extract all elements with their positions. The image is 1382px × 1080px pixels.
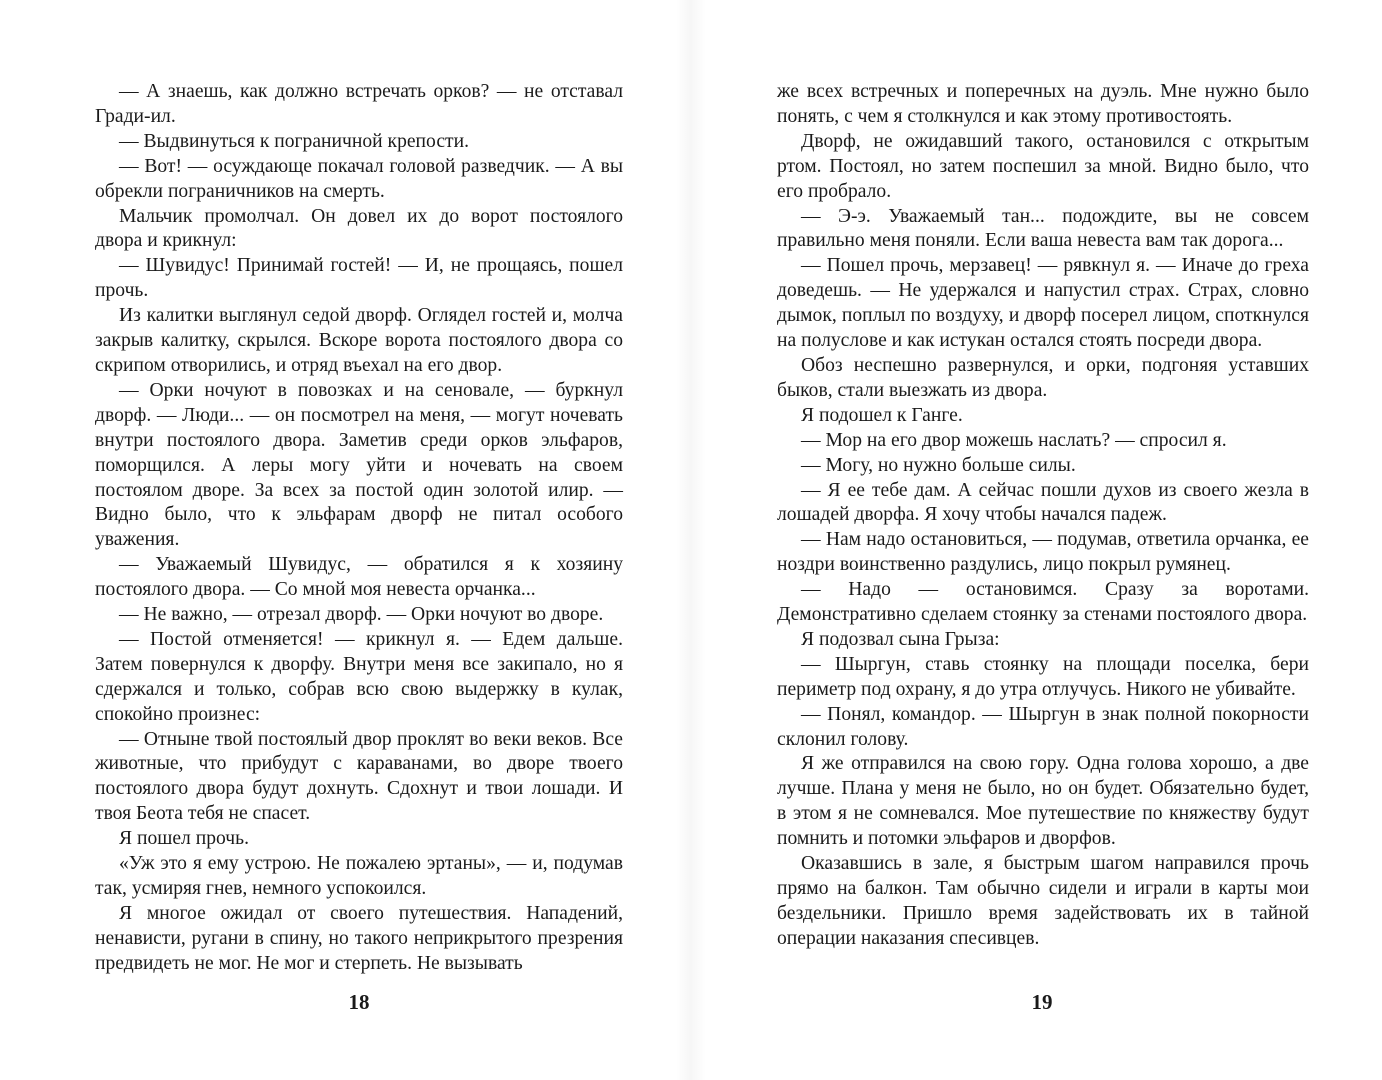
paragraph: — Нам надо остановиться, — подумав, ответила орчанка, ее ноздри воинственно раздулись, лицо покрыл румянец. (777, 529, 1309, 576)
paragraph: — Понял, командор. — Шыргун в знак полной покорности склонил голову. (777, 703, 1309, 750)
paragraph: — Не важно, — отрезал дворф. — Орки ночуют во дворе. (119, 604, 604, 626)
paragraph: Я подошел к Ганге. (801, 404, 963, 426)
paragraph: — Вот! — осуждающе покачал головой разведчик. — А вы обрекли пограничников на смерть. (95, 155, 623, 202)
right-page (691, 0, 1382, 1080)
left-page-text (95, 80, 623, 977)
paragraph: — Э-э. Уважаемый тан... подождите, вы не совсем правильно меня поняли. Если ваша невеста вам так дорога... (777, 205, 1309, 252)
paragraph: Я же отправился на свою гору. Одна голова хорошо, а две лучше. Плана у меня не было, но он будет. Обязательно будет, в этом я не сомневался. Мое путешествие по княжеству будут помнить и потомки эльфаров и дворфов. (777, 753, 1309, 850)
paragraph: «Уж это я ему устрою. Не пожалею эртаны», — и, подумав так, усмиряя гнев, немного успокоился. (95, 853, 623, 899)
paragraph: — Надо — остановимся. Сразу за воротами. Демонстративно сделаем стоянку за стенами постоялого двора. (777, 579, 1309, 626)
paragraph: — Уважаемый Шувидус, — обратился я к хозяину постоялого двора. — Со мной моя невеста орчанка... (95, 554, 623, 601)
paragraph: — Я ее тебе дам. А сейчас пошли духов из своего жезла в лошадей дворфа. Я хочу чтобы начался падеж. (777, 479, 1309, 526)
paragraph: — Могу, но нужно больше силы. (801, 454, 1076, 476)
paragraph: Оказавшись в зале, я быстрым шагом направился прочь прямо на балкон. Там обычно сидели и играли в карты мои бездельники. Пришло время задействовать их в тайной операции наказания спесивцев. (777, 853, 1309, 949)
page-number-right: 19 (1031, 990, 1053, 1014)
paragraph: Обоз неспешно развернулся, и орки, подгоняя уставших быков, стали выезжать из двора. (777, 354, 1309, 401)
right-page-text (777, 80, 1309, 952)
paragraph: же всех встречных и поперечных на дуэль. Мне нужно было понять, с чем я столкнулся и как этому противостоять. (777, 81, 1309, 127)
paragraph: Из калитки выглянул седой дворф. Оглядел гостей и, молча закрыв калитку, скрылся. Вскоре ворота постоялого двора со скрипом отворились, и отряд въехал на его двор. (95, 305, 623, 376)
paragraph: — А знаешь, как должно встречать орков? — не отставал Гради-ил. (95, 81, 623, 127)
paragraph: — Орки ночуют в повозках и на сеновале, — буркнул дворф. — Люди... — он посмотрел на меня, — могут ночевать внутри постоялого двора. Заметив среди орков эльфаров, поморщился. А леры могу уйти и ночевать на своем постоялом дворе. За всех за постой один золотой илир. — Видно было, что к эльфарам дворф не питал особого уважения. (95, 379, 623, 551)
paragraph: — Шувидус! Принимай гостей! — И, не прощаясь, пошел прочь. (95, 255, 623, 302)
paragraph: — Шыргун, ставь стоянку на площади поселка, бери периметр под охрану, я до утра отлучусь. Никого не убивайте. (777, 653, 1309, 700)
paragraph: Дворф, не ожидавший такого, остановился с открытым ртом. Постоял, но затем поспешил за мной. Видно было, что его пробрало. (777, 130, 1309, 202)
paragraph: — Отныне твой постоялый двор проклят во веки веков. Все животные, что прибудут с караванами, во дворе твоего постоялого двора будут дохнуть. Сдохнут и твои лошади. И твоя Беота тебя не спасет. (95, 728, 623, 825)
paragraph: — Выдвинуться к пограничной крепости. (119, 130, 469, 152)
page-number-left: 18 (348, 990, 370, 1014)
paragraph: Я многое ожидал от своего путешествия. Нападений, ненависти, ругани в спину, но такого неприкрытого презрения предвидеть не мог. Не мог и стерпеть. Не вызывать (95, 902, 623, 974)
paragraph: — Пошел прочь, мерзавец! — рявкнул я. — Иначе до греха доведешь. — Не удержался и напустил страх. Страх, словно дымок, поплыл по воздуху, и дворф посерел лицом, споткнулся на полуслове и как истукан остался стоять посреди двора. (777, 255, 1309, 352)
paragraph: Я пошел прочь. (119, 828, 249, 850)
paragraph: Мальчик промолчал. Он довел их до ворот постоялого двора и крикнул: (95, 205, 623, 252)
paragraph: — Мор на его двор можешь наслать? — спросил я. (801, 429, 1227, 451)
paragraph: Я подозвал сына Грыза: (801, 628, 1000, 650)
paragraph: — Постой отменяется! — крикнул я. — Едем дальше. Затем повернулся к дворфу. Внутри меня все закипало, но я сдержался и только, собрав всю свою выдержку в кулак, спокойно произнес: (95, 628, 623, 725)
